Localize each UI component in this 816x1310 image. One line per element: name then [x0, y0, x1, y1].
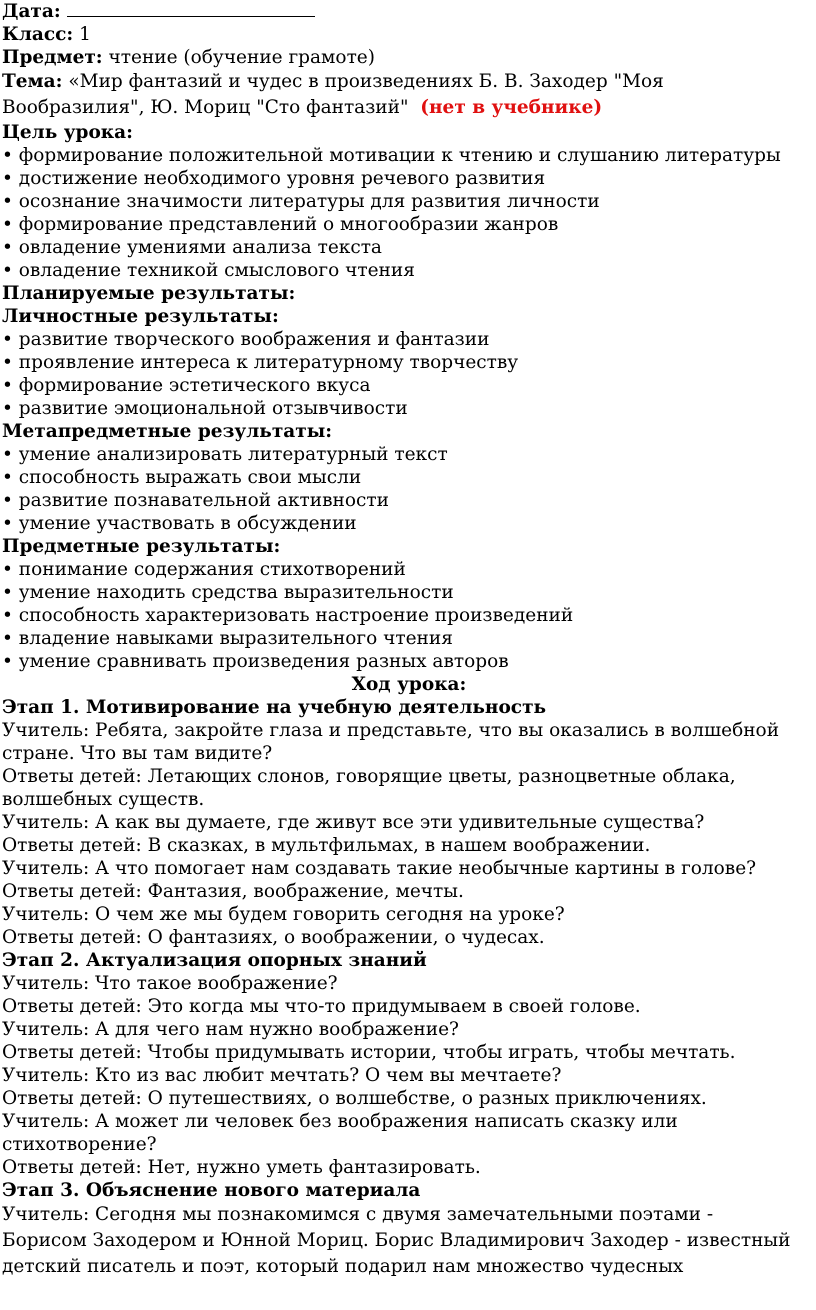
dialogue-line: Ответы детей: Чтобы придумывать истории, чтобы играть, чтобы мечтать.: [2, 1042, 736, 1063]
personal-results-list: [2, 328, 816, 420]
dialogue-line: стране. Что вы там видите?: [2, 743, 273, 764]
list-item: • формирование положительной мотивации к чтению и слушанию литературы: [2, 144, 816, 167]
date-row: [2, 0, 816, 23]
list-item: • понимание содержания стихотворений: [2, 558, 816, 581]
dialogue-line: Учитель: А может ли человек без воображения написать сказку или: [2, 1111, 678, 1132]
stage1-title: Этап 1. Мотивирование на учебную деятельность: [2, 697, 547, 718]
dialogue-line: Учитель: О чем же мы будем говорить сегодня на уроке?: [2, 904, 565, 925]
stage3-title: Этап 3. Объяснение нового материала: [2, 1180, 421, 1201]
dialogue-line: Ответы детей: Это когда мы что-то придумываем в своей голове.: [2, 996, 641, 1017]
stage3-dialogue: [2, 1202, 816, 1280]
list-item: • овладение умениями анализа текста: [2, 236, 816, 259]
list-item: • владение навыками выразительного чтения: [2, 627, 816, 650]
dialogue-line: Ответы детей: Нет, нужно уметь фантазировать.: [2, 1157, 481, 1178]
list-item: • умение находить средства выразительности: [2, 581, 816, 604]
class-value: 1: [79, 24, 91, 45]
topic-line2: Вообразилия", Ю. Мориц "Сто фантазий": [2, 97, 409, 118]
list-item: • овладение техникой смыслового чтения: [2, 259, 816, 282]
list-item: • достижение необходимого уровня речевого развития: [2, 167, 816, 190]
dialogue-line: Учитель: А как вы думаете, где живут все эти удивительные существа?: [2, 812, 705, 833]
stage2-title: Этап 2. Актуализация опорных знаний: [2, 950, 427, 971]
subject-label: Предмет:: [2, 47, 103, 68]
dialogue-line: Ответы детей: Фантазия, воображение, мечты.: [2, 881, 464, 902]
topic-line1: «Мир фантазий и чудес в произведениях Б. В. Заходер "Моя: [68, 71, 664, 92]
list-item: • развитие эмоциональной отзывчивости: [2, 397, 816, 420]
dialogue-line: Учитель: А для чего нам нужно воображение?: [2, 1019, 459, 1040]
results-title: Планируемые результаты:: [2, 283, 296, 304]
list-item: • умение сравнивать произведения разных авторов: [2, 650, 816, 673]
date-label: Дата:: [2, 1, 61, 22]
dialogue-line: Учитель: Сегодня мы познакомимся с двумя замечательными поэтами -: [2, 1204, 714, 1225]
dialogue-line: стихотворение?: [2, 1134, 157, 1155]
dialogue-line: Учитель: А что помогает нам создавать такие необычные картины в голове?: [2, 858, 757, 879]
lesson-title: Ход урока:: [351, 674, 467, 695]
dialogue-line: Ответы детей: О путешествиях, о волшебстве, о разных приключениях.: [2, 1088, 707, 1109]
dialogue-line: Ответы детей: В сказках, в мультфильмах, в нашем воображении.: [2, 835, 651, 856]
list-item: • развитие творческого воображения и фантазии: [2, 328, 816, 351]
dialogue-line: Учитель: Ребята, закройте глаза и представьте, что вы оказались в волшебной: [2, 720, 780, 741]
dialogue-line: Учитель: Кто из вас любит мечтать? О чем вы мечтаете?: [2, 1065, 562, 1086]
meta-results-title: Метапредметные результаты:: [2, 421, 333, 442]
list-item: • проявление интереса к литературному творчеству: [2, 351, 816, 374]
list-item: • формирование представлений о многообразии жанров: [2, 213, 816, 236]
topic-label: Тема:: [2, 71, 63, 92]
personal-results-title: Личностные результаты:: [2, 306, 279, 327]
dialogue-line: детский писатель и поэт, который подарил нам множество чудесных: [2, 1256, 684, 1277]
dialogue-line: Борисом Заходером и Юнной Мориц. Борис Владимирович Заходер - известный: [2, 1230, 791, 1251]
list-item: • умение участвовать в обсуждении: [2, 512, 816, 535]
subject-value: чтение (обучение грамоте): [108, 47, 375, 68]
dialogue-line: Учитель: Что такое воображение?: [2, 973, 338, 994]
topic-row: [2, 69, 816, 95]
meta-results-list: [2, 443, 816, 535]
subject-results-list: [2, 558, 816, 673]
goals-title: Цель урока:: [2, 122, 133, 143]
list-item: • развитие познавательной активности: [2, 489, 816, 512]
list-item: • формирование эстетического вкуса: [2, 374, 816, 397]
dialogue-line: волшебных существ.: [2, 789, 205, 810]
list-item: • осознание значимости литературы для развития личности: [2, 190, 816, 213]
dialogue-line: Ответы детей: Летающих слонов, говорящие цветы, разноцветные облака,: [2, 766, 736, 787]
dialogue-line: Ответы детей: О фантазиях, о воображении, о чудесах.: [2, 927, 545, 948]
stage1-dialogue: [2, 719, 816, 949]
class-row: [2, 23, 816, 46]
subject-results-title: Предметные результаты:: [2, 536, 281, 557]
list-item: • способность выражать свои мысли: [2, 466, 816, 489]
list-item: • умение анализировать литературный текст: [2, 443, 816, 466]
topic-row-2: [2, 95, 816, 121]
list-item: • способность характеризовать настроение произведений: [2, 604, 816, 627]
topic-note: (нет в учебнике): [420, 97, 603, 118]
date-blank: [67, 0, 315, 17]
subject-row: [2, 46, 816, 69]
class-label: Класс:: [2, 24, 74, 45]
stage2-dialogue: [2, 972, 816, 1179]
goals-list: [2, 144, 816, 282]
